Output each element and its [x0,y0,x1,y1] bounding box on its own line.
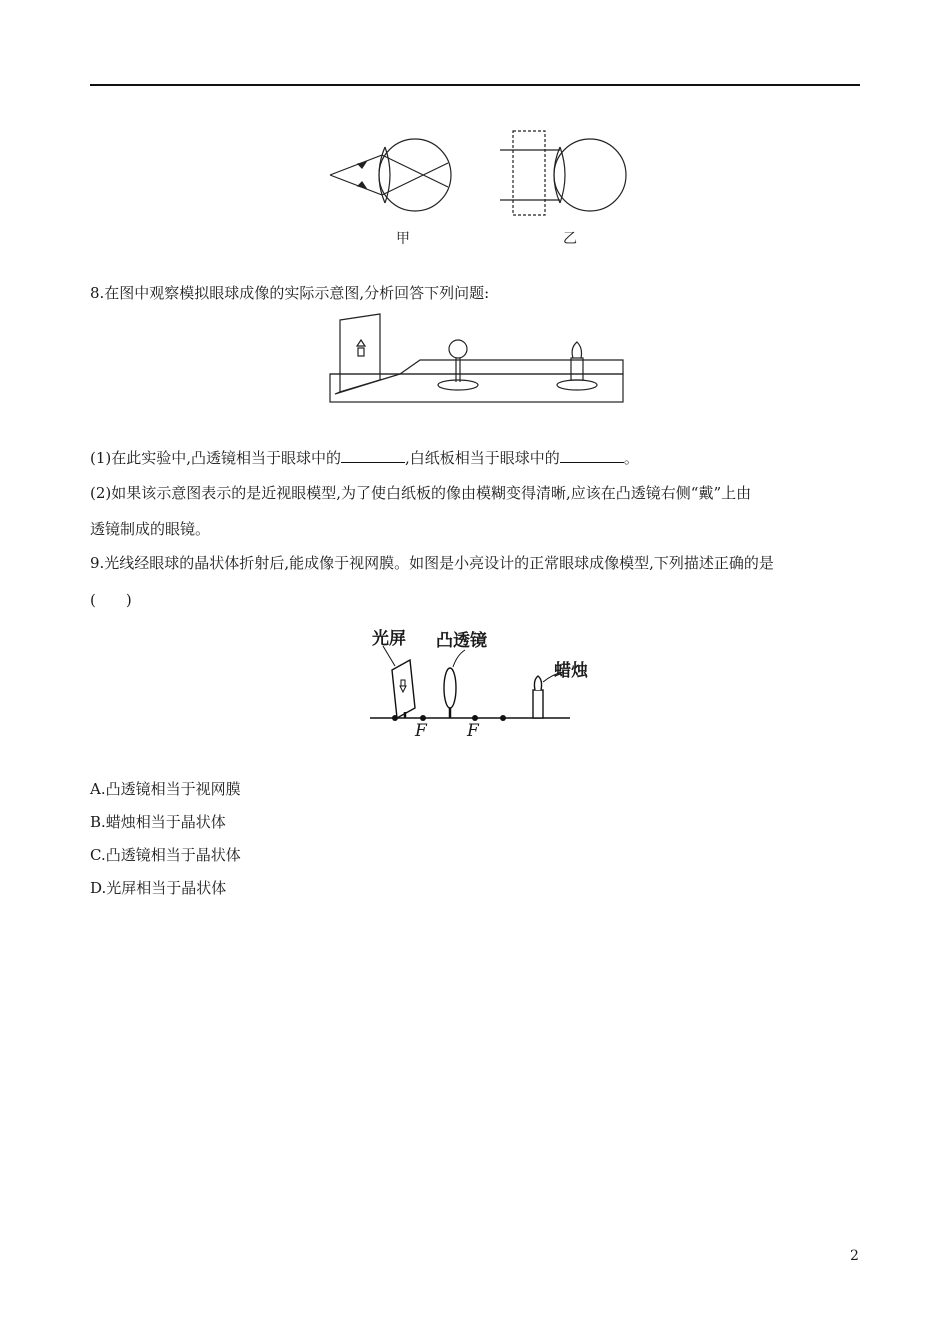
q8-sub1-part1: (1)在此实验中,凸透镜相当于眼球中的 [90,449,342,467]
q9-option-c[interactable]: C.凸透镜相当于晶状体 [90,846,241,864]
label-candle: 蜡烛 [554,661,588,681]
q8-sub1-part3: 。 [623,449,639,467]
eye-diagram-figure [320,125,640,225]
q9-option-b[interactable]: B.蜡烛相当于晶状体 [90,813,226,831]
q8-sub1-part2: ,白纸板相当于眼球中的 [405,449,560,467]
q8-sub2-line1: (2)如果该示意图表示的是近视眼模型,为了使白纸板的像由模糊变得清晰,应该在凸透镜右侧“戴”上由 [90,484,752,502]
q9-option-d[interactable]: D.光屏相当于晶状体 [90,879,227,897]
focal-label-1: F [415,721,427,741]
q8-blank-2[interactable] [560,448,624,463]
q9-stem-line2: ( ) [90,591,132,609]
label-lens: 凸透镜 [436,631,487,651]
q9-option-a[interactable]: A.凸透镜相当于视网膜 [90,780,241,798]
eye-a [330,139,451,211]
eye-model-apparatus-figure [325,312,630,407]
focal-label-2: F [467,721,479,741]
figure-label-a: 甲 [396,231,410,247]
q8-stem: 8.在图中观察模拟眼球成像的实际示意图,分析回答下列问题: [90,284,490,302]
page-number: 2 [850,1248,859,1264]
q8-blank-1[interactable] [341,448,405,463]
q8-sub1 [90,448,639,468]
figure-label-b: 乙 [563,231,577,247]
eye-b [500,131,626,215]
label-screen: 光屏 [372,629,406,649]
q9-stem-line1: 9.光线经眼球的晶状体折射后,能成像于视网膜。如图是小亮设计的正常眼球成像模型,下列描述正确的是 [90,554,774,572]
optics-bench-figure [365,640,575,730]
header-rule [90,84,860,86]
q8-sub2-line2: 透镜制成的眼镜。 [90,520,211,538]
